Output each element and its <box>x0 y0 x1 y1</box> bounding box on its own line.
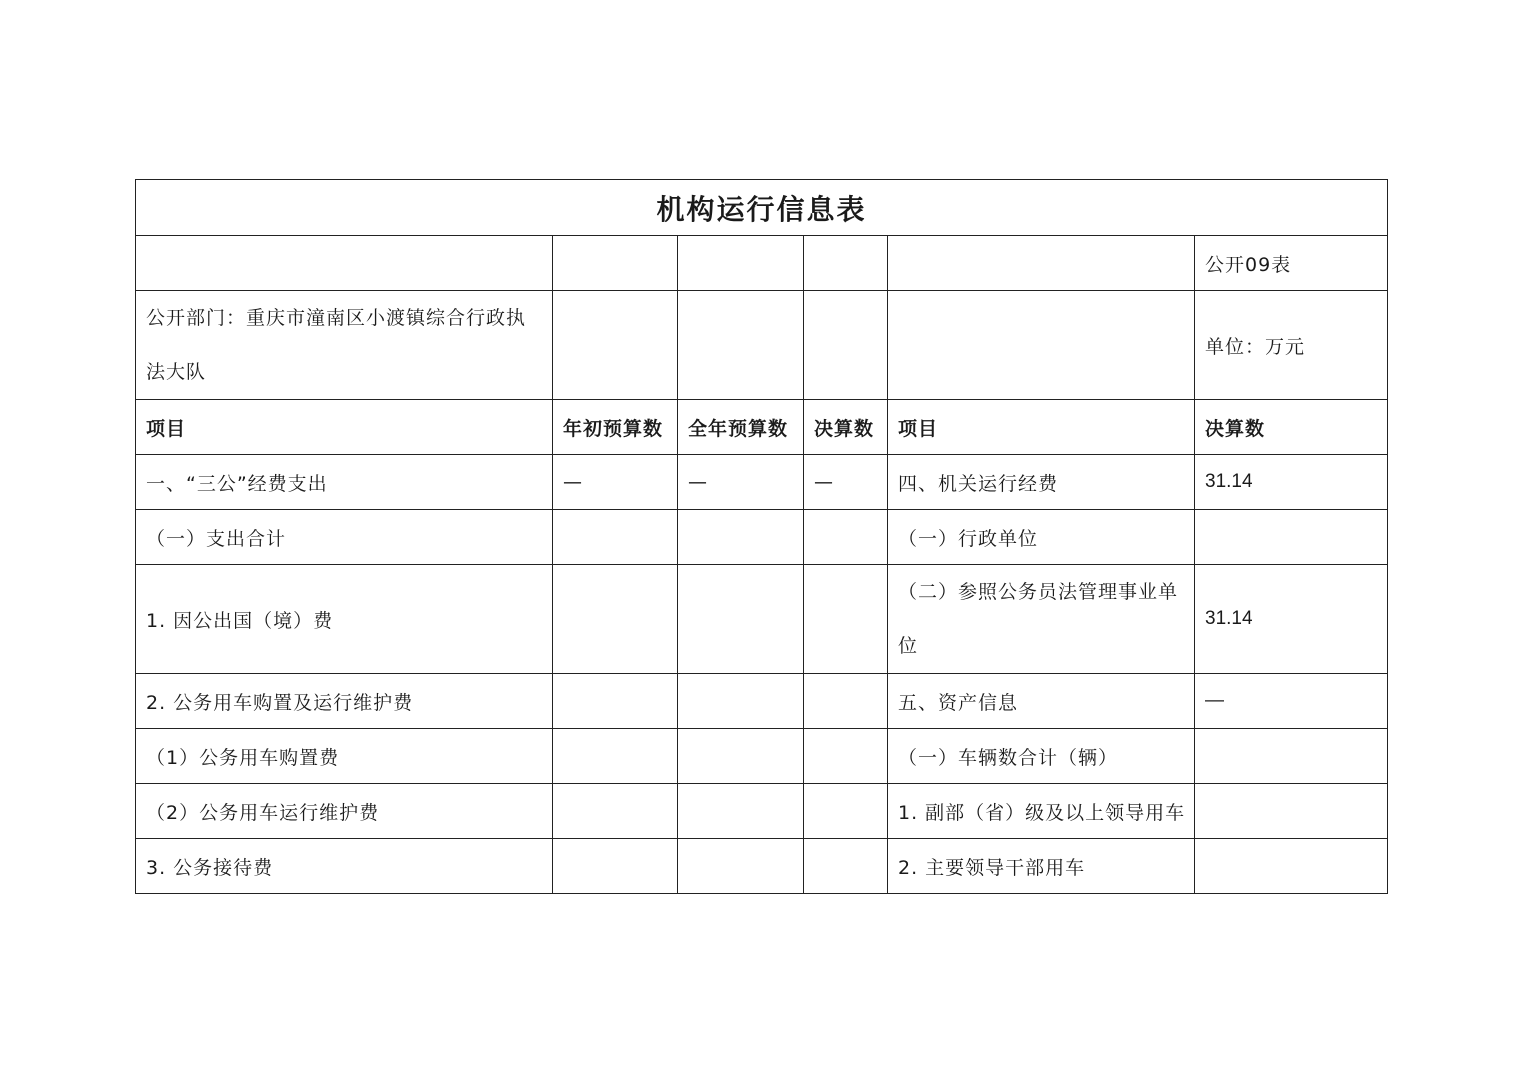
row-label: （2）公务用车运行维护费 <box>136 784 553 839</box>
row-label: （1）公务用车购置费 <box>136 729 553 784</box>
table-row <box>136 784 1388 839</box>
cell-initial-budget <box>553 674 678 729</box>
header-final: 决算数 <box>804 400 888 455</box>
empty-cell <box>553 291 678 400</box>
table-row <box>136 510 1388 565</box>
table-row <box>136 674 1388 729</box>
cell-final-right <box>1195 729 1388 784</box>
cell-final-right <box>1195 510 1388 565</box>
cell-final <box>804 510 888 565</box>
row-label-right: 五、资产信息 <box>888 674 1195 729</box>
cell-initial-budget <box>553 729 678 784</box>
cell-initial-budget: — <box>553 455 678 510</box>
empty-cell <box>804 291 888 400</box>
empty-cell <box>136 236 553 291</box>
header-item: 项目 <box>136 400 553 455</box>
row-label-right: 1. 副部（省）级及以上领导用车 <box>888 784 1195 839</box>
header-initial-budget: 年初预算数 <box>553 400 678 455</box>
unit-label: 单位：万元 <box>1195 291 1388 400</box>
institution-operation-info-table <box>135 179 1388 894</box>
table-row <box>136 565 1388 674</box>
cell-final <box>804 674 888 729</box>
header-final-right: 决算数 <box>1195 400 1388 455</box>
cell-final <box>804 729 888 784</box>
empty-cell <box>678 236 804 291</box>
row-label: 一、“三公”经费支出 <box>136 455 553 510</box>
cell-final-right: — <box>1195 674 1388 729</box>
row-label: 2. 公务用车购置及运行维护费 <box>136 674 553 729</box>
row-label-right: （一）行政单位 <box>888 510 1195 565</box>
cell-final-right: 31.14 <box>1195 565 1388 674</box>
row-label-right: （一）车辆数合计（辆） <box>888 729 1195 784</box>
empty-cell <box>804 236 888 291</box>
cell-final <box>804 565 888 674</box>
cell-initial-budget <box>553 784 678 839</box>
row-label-right: 2. 主要领导干部用车 <box>888 839 1195 894</box>
cell-initial-budget <box>553 510 678 565</box>
cell-final <box>804 784 888 839</box>
table-title: 机构运行信息表 <box>136 180 1388 236</box>
header-item-right: 项目 <box>888 400 1195 455</box>
cell-annual-budget <box>678 674 804 729</box>
cell-final-right <box>1195 839 1388 894</box>
cell-annual-budget <box>678 839 804 894</box>
cell-annual-budget: — <box>678 455 804 510</box>
cell-annual-budget <box>678 510 804 565</box>
row-label: （一）支出合计 <box>136 510 553 565</box>
row-label-right: 四、机关运行经费 <box>888 455 1195 510</box>
cell-final <box>804 839 888 894</box>
cell-initial-budget <box>553 839 678 894</box>
table-row <box>136 839 1388 894</box>
table-row <box>136 455 1388 510</box>
cell-final: — <box>804 455 888 510</box>
cell-final-right <box>1195 784 1388 839</box>
cell-annual-budget <box>678 784 804 839</box>
row-label: 3. 公务接待费 <box>136 839 553 894</box>
empty-cell <box>888 236 1195 291</box>
department-label: 公开部门：重庆市潼南区小渡镇综合行政执法大队 <box>136 291 553 400</box>
empty-cell <box>553 236 678 291</box>
table-row <box>136 729 1388 784</box>
cell-initial-budget <box>553 565 678 674</box>
cell-annual-budget <box>678 565 804 674</box>
row-label: 1. 因公出国（境）费 <box>136 565 553 674</box>
cell-final-right: 31.14 <box>1195 455 1388 510</box>
empty-cell <box>678 291 804 400</box>
row-label-right: （二）参照公务员法管理事业单位 <box>888 565 1195 674</box>
header-annual-budget: 全年预算数 <box>678 400 804 455</box>
empty-cell <box>888 291 1195 400</box>
cell-annual-budget <box>678 729 804 784</box>
table-number: 公开09表 <box>1195 236 1388 291</box>
